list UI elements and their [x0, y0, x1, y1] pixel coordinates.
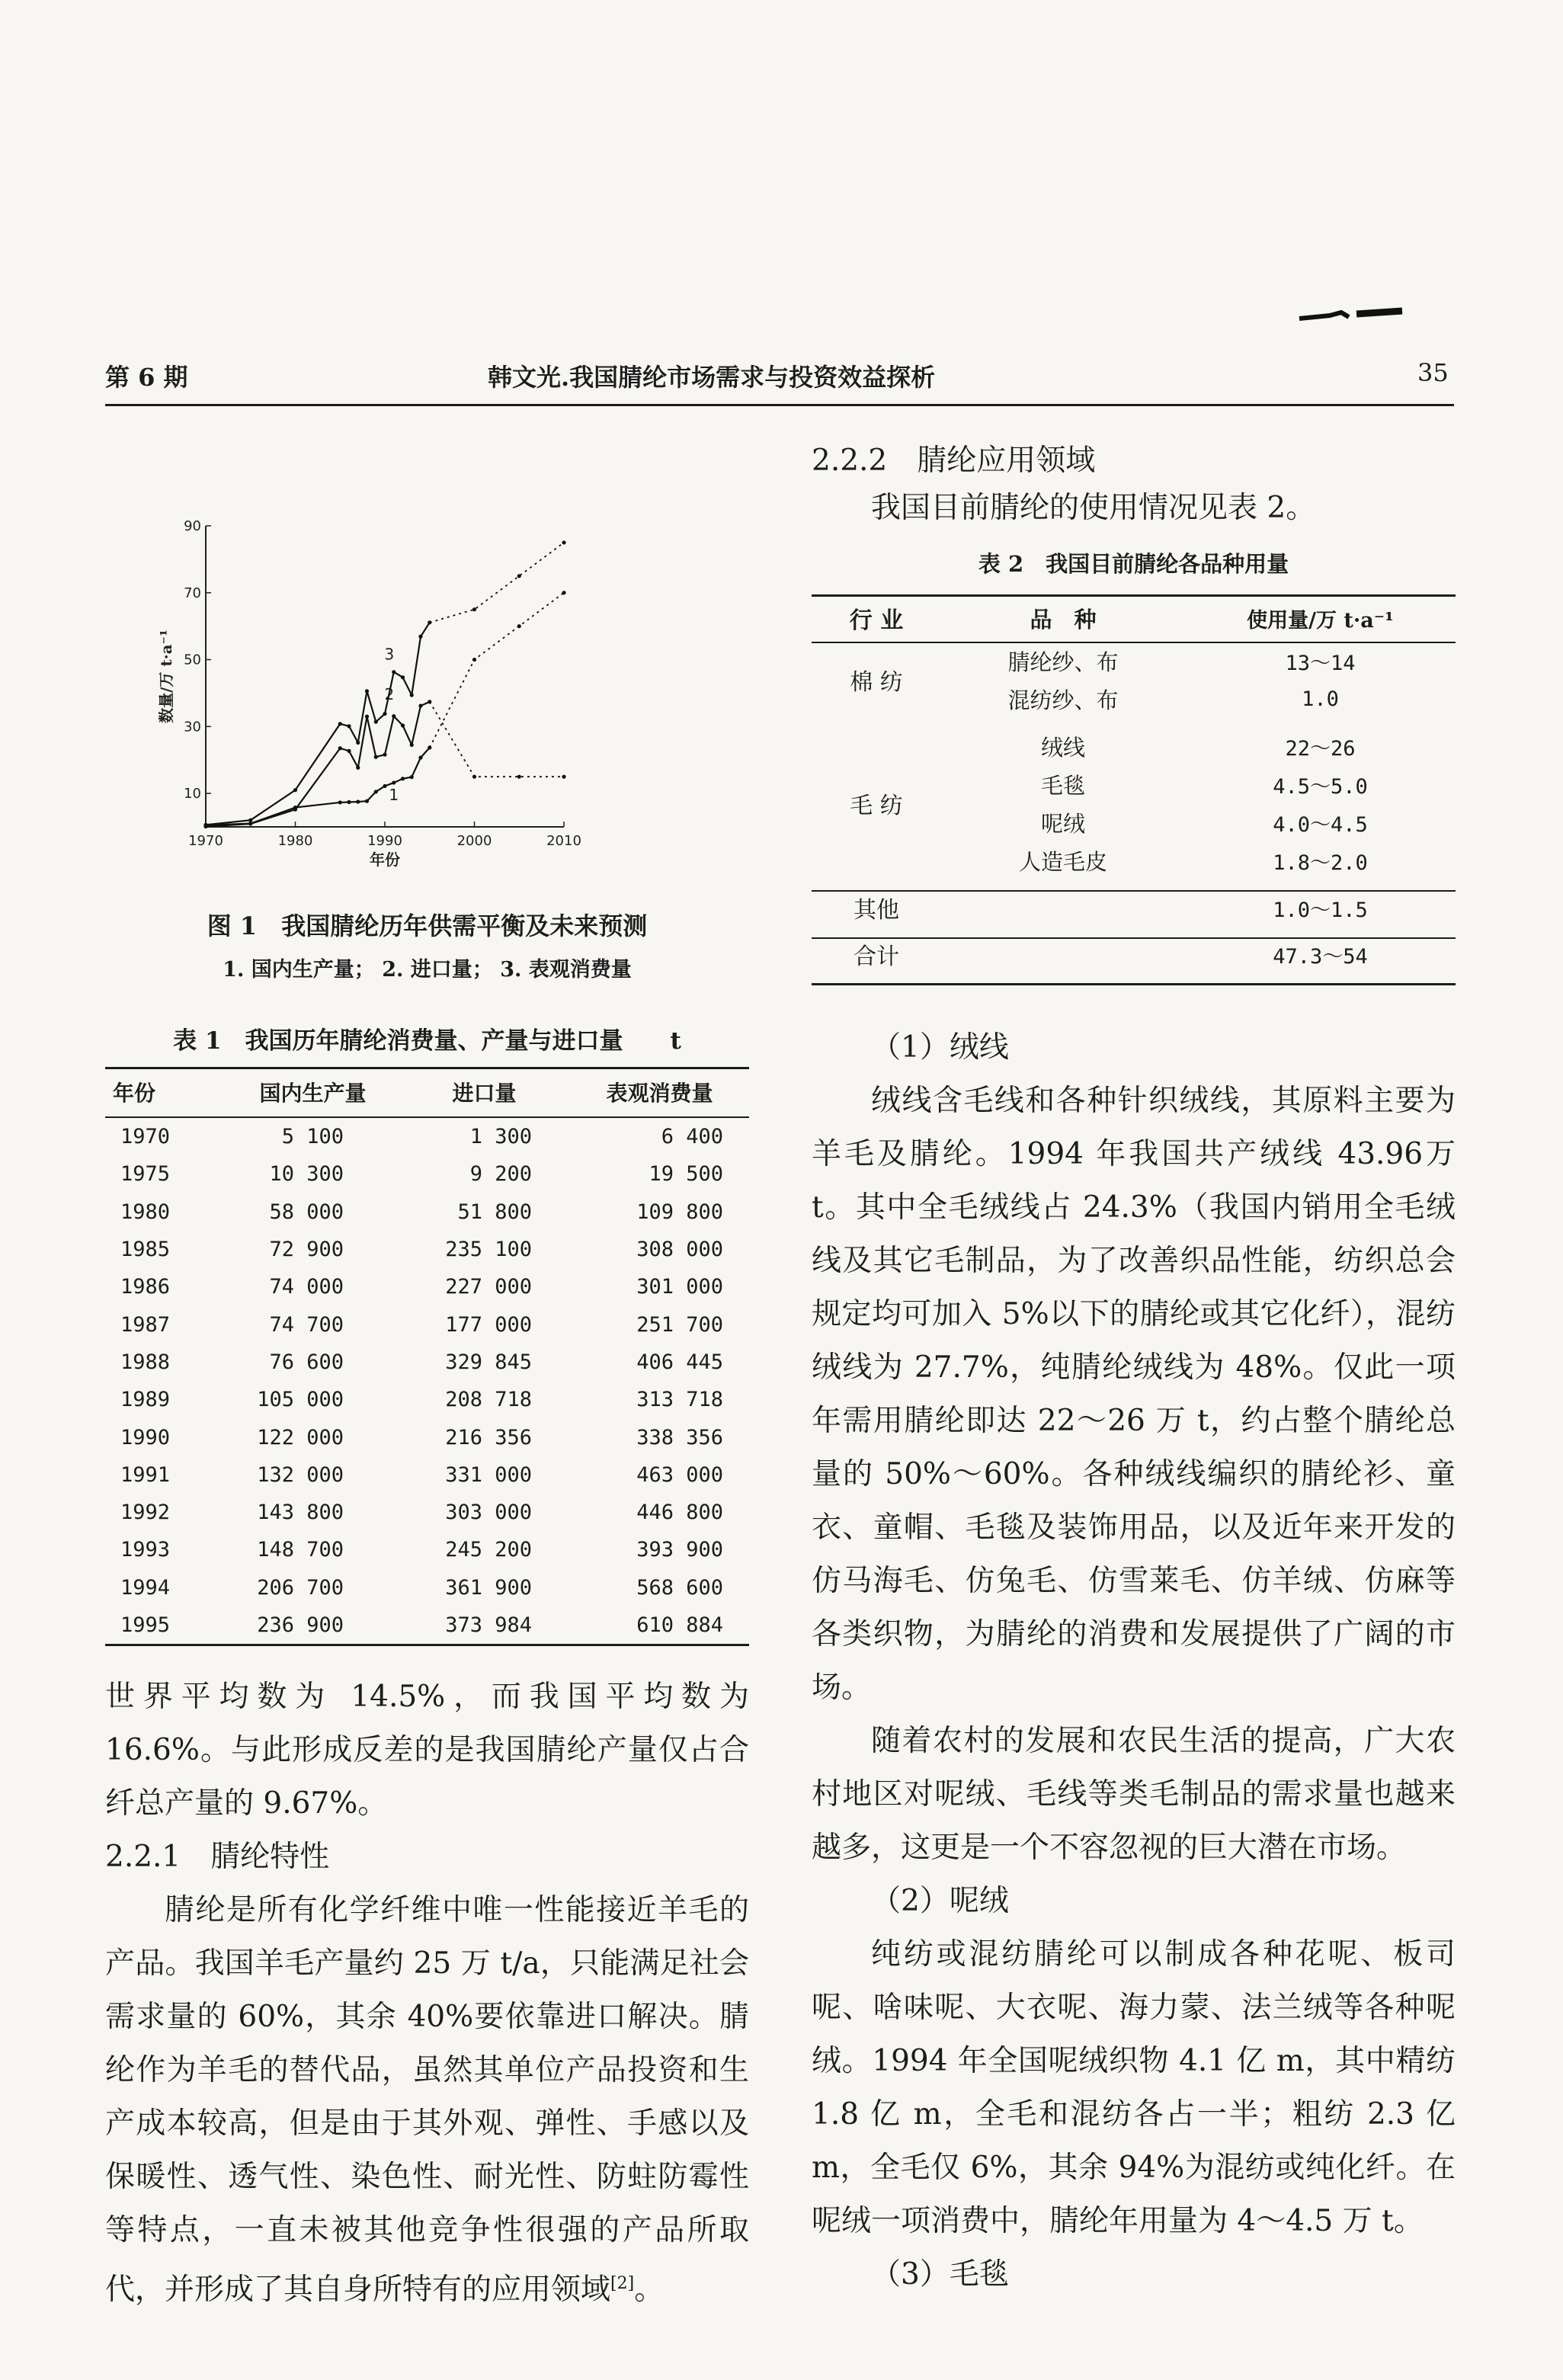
series-2-point	[401, 723, 405, 727]
cell-amount: 4.0～4.5	[1273, 812, 1368, 837]
x-axis-label: 年份	[370, 850, 400, 869]
cell-import: 208 718	[445, 1388, 532, 1412]
table-row	[812, 727, 1456, 765]
cell-consumption: 308 000	[636, 1238, 723, 1262]
cell-industry: 其他	[854, 897, 899, 924]
table-row	[105, 1418, 749, 1456]
cell-production: 206 700	[257, 1575, 344, 1600]
cell-import: 373 984	[445, 1613, 532, 1637]
cell-amount: 1.0	[1302, 687, 1339, 711]
cell-total-label: 合计	[854, 943, 899, 970]
cell-year: 1994	[120, 1575, 171, 1600]
cell-production: 5 100	[281, 1125, 344, 1149]
cell-import: 361 900	[445, 1575, 532, 1600]
series-1-point	[356, 799, 360, 803]
cell-year: 1995	[120, 1613, 171, 1637]
series-3-point	[365, 689, 369, 693]
series-3-point	[383, 712, 386, 716]
right-column-text	[812, 1021, 1456, 2302]
series-3-point	[392, 670, 396, 674]
right-column-top	[812, 434, 1456, 535]
cell-production: 74 000	[269, 1275, 344, 1299]
table-row	[105, 1606, 749, 1645]
table2-col-industry: 行 业	[849, 607, 904, 634]
cell-variety: 腈纶纱、布	[1007, 649, 1119, 675]
series-1-point	[410, 775, 414, 779]
table-row	[105, 1456, 749, 1494]
cell-amount: 1.0～1.5	[1273, 898, 1368, 922]
cell-import: 9 200	[469, 1162, 532, 1187]
cell-total-empty	[941, 931, 1185, 977]
cell-import: 227 000	[445, 1275, 532, 1299]
series-1-point	[365, 799, 369, 803]
cell-production: 76 600	[269, 1350, 344, 1374]
cell-consumption: 406 445	[636, 1350, 723, 1374]
cell-consumption: 463 000	[636, 1462, 723, 1487]
table2	[812, 594, 1456, 977]
series-1-label: 1	[389, 785, 399, 804]
table1-col-import: 进口量	[452, 1081, 517, 1106]
cell-consumption: 610 884	[636, 1613, 723, 1637]
series-3-label: 3	[384, 645, 395, 664]
subheading-yarn: （1）绒线	[871, 1030, 1009, 1065]
cell-consumption: 393 900	[636, 1538, 723, 1562]
table1-caption: 表 1 我国历年腈纶消费量、产量与进口量 t	[173, 1027, 681, 1055]
x-tick-label: 1980	[277, 833, 313, 849]
cell-production: 58 000	[269, 1200, 344, 1224]
cell-import: 329 845	[445, 1350, 532, 1374]
series-2-point	[392, 714, 396, 718]
cell-consumption: 251 700	[636, 1312, 723, 1337]
issue-number: 第 6 期	[105, 363, 188, 392]
table-row	[105, 1494, 749, 1531]
series-2-point	[248, 822, 252, 825]
x-tick-label: 1990	[367, 833, 402, 849]
cell-amount: 13～14	[1285, 651, 1356, 675]
table-row	[105, 1193, 749, 1231]
y-tick-label: 10	[184, 786, 201, 802]
cell-production: 72 900	[269, 1238, 344, 1262]
table1-header-row	[105, 1068, 749, 1118]
cell-production: 10 300	[269, 1162, 344, 1187]
cell-variety: 人造毛皮	[1018, 848, 1107, 875]
cell-production: 143 800	[257, 1501, 344, 1525]
series-1-point	[338, 800, 342, 804]
cell-year: 1986	[120, 1275, 171, 1299]
figure1-line-chart	[152, 511, 732, 876]
cell-import: 245 200	[445, 1538, 532, 1562]
table2-col-variety: 品 种	[1030, 606, 1097, 633]
cell-year: 1992	[120, 1501, 171, 1525]
series-1-point	[347, 800, 351, 804]
series-1-forecast-line	[430, 593, 564, 748]
y-tick-label: 50	[184, 652, 201, 668]
cell-year: 1988	[120, 1350, 171, 1374]
cell-year: 1970	[120, 1125, 171, 1149]
cell-variety: 绒线	[1040, 734, 1085, 761]
cell-consumption: 568 600	[636, 1575, 723, 1600]
series-2-line	[206, 702, 430, 827]
series-3-point	[248, 818, 252, 822]
cell-consumption: 313 718	[636, 1388, 723, 1412]
series-2-point	[472, 775, 476, 779]
cell-consumption: 109 800	[636, 1200, 723, 1224]
cell-year: 1990	[120, 1425, 171, 1449]
cell-import: 177 000	[445, 1312, 532, 1337]
series-3-forecast-line	[430, 543, 564, 623]
series-1-point	[401, 777, 405, 780]
series-3-point	[562, 540, 565, 544]
series-2-point	[562, 775, 565, 779]
cell-production: 236 900	[257, 1613, 344, 1637]
series-1-point	[472, 658, 476, 661]
table-row	[105, 1569, 749, 1606]
running-title: 韩文光.我国腈纶市场需求与投资效益探析	[488, 363, 936, 392]
figure1-caption: 图 1 我国腈纶历年供需平衡及未来预测	[207, 911, 648, 940]
cell-industry: 棉 纺	[850, 669, 903, 696]
table2-bottom-rule	[812, 983, 1456, 985]
table1-col-consumption: 表观消费量	[606, 1081, 713, 1106]
cell-consumption: 6 400	[661, 1125, 723, 1149]
table1	[105, 1067, 749, 1646]
paragraph-end-punct: 。	[634, 2273, 665, 2307]
series-2-point	[410, 743, 414, 747]
cell-production: 148 700	[257, 1538, 344, 1562]
series-3-point	[203, 823, 207, 827]
cell-year: 1980	[120, 1200, 171, 1224]
series-2-label: 2	[384, 685, 395, 704]
cell-import: 51 800	[457, 1200, 532, 1224]
series-3-point	[410, 693, 414, 697]
cell-import: 216 356	[445, 1425, 532, 1449]
paragraph-acrylic-properties	[105, 1884, 749, 2317]
series-2-point	[383, 753, 386, 757]
left-column-text	[105, 1670, 749, 2317]
cell-year: 1991	[120, 1462, 171, 1487]
cell-year: 1993	[120, 1538, 171, 1562]
paragraph-table2-intro: 我国目前腈纶的使用情况见表 2。	[871, 491, 1316, 525]
series-1-point	[392, 780, 396, 784]
paragraph-acrylic-properties-text: 腈纶是所有化学纤维中唯一性能接近羊毛的产品。我国羊毛产量约 25 万 t/a，只能满足社会需求量的 60%，其余 40%要依靠进口解决。腈纶作为羊毛的替代品，虽然其单位产品投资和生产成本较高，但是由于其外观、弹性、手感以及保暖性、透气性、染色性、耐光性、防蛀防霉性等特点，一直未被其他竞争性很强的产品所取代，并形成了其自身所特有的应用领域	[105, 1893, 749, 2307]
cell-consumption: 446 800	[636, 1501, 723, 1525]
series-2-point	[418, 704, 422, 708]
table-row	[105, 1305, 749, 1343]
citation-ref-2: [2]	[610, 2274, 635, 2293]
table-row	[105, 1381, 749, 1418]
paragraph-yarn: 绒线含毛线和各种针织绒线，其原料主要为羊毛及腈纶。1994 年我国共产绒线 43.96万 t。其中全毛绒线占 24.3%（我国内销用全毛绒线及其它毛制品，为了改善织品性能，纺织总会规定均可加入 5%以下的腈纶或其它化纤），混纺绒线为 27.7%，纯腈纶绒线为 48%。仅此一项年需用腈纶即达 22～26 万 t，约占整个腈纶总量的 50%～60%。各种绒线编织的腈纶衫、童衣、童帽、毛毯及装饰用品，以及近年来开发的仿马海毛、仿兔毛、仿雪莱毛、仿羊绒、仿麻等各类织物，为腈纶的消费和发展提供了广阔的市场。	[812, 1084, 1456, 1705]
series-3-point	[356, 741, 360, 745]
section-heading-2-2-1: 2.2.1 腈纶特性	[105, 1840, 330, 1874]
series-1-point	[562, 591, 565, 594]
y-tick-label: 70	[184, 585, 201, 601]
cell-total-amount: 47.3～54	[1273, 944, 1368, 969]
series-2-point	[517, 775, 521, 779]
cell-import: 331 000	[445, 1462, 532, 1487]
series-2-point	[428, 700, 431, 703]
series-3-point	[338, 722, 342, 726]
table2-header-row	[812, 594, 1456, 642]
cell-amount: 4.5～5.0	[1273, 774, 1368, 799]
table1-col-year: 年份	[113, 1081, 156, 1106]
cell-import: 1 300	[469, 1125, 532, 1149]
cell-industry: 毛 纺	[850, 793, 903, 819]
series-1-point	[428, 745, 431, 749]
series-1-point	[517, 624, 521, 628]
table-row	[105, 1231, 749, 1268]
series-2-point	[293, 808, 297, 812]
cell-production: 105 000	[257, 1388, 344, 1412]
cell-variety: 呢绒	[1040, 810, 1085, 837]
y-tick-label: 30	[184, 719, 201, 735]
series-3-point	[347, 724, 351, 728]
cell-amount: 22～26	[1285, 736, 1356, 761]
table-row	[812, 884, 1456, 931]
cell-import: 303 000	[445, 1501, 532, 1525]
series-2-point	[347, 749, 351, 753]
series-3-point	[374, 720, 378, 724]
series-1-point	[383, 784, 386, 788]
section-heading-2-2-2: 2.2.2 腈纶应用领域	[812, 444, 1096, 478]
table-row	[105, 1531, 749, 1568]
cell-production: 74 700	[269, 1312, 344, 1337]
table2-col-amount: 使用量/万 t·a⁻¹	[1247, 608, 1394, 633]
series-3-point	[293, 788, 297, 792]
cell-consumption: 338 356	[636, 1425, 723, 1449]
paragraph-rural-market: 随着农村的发展和农民生活的提高，广大农村地区对呢绒、毛线等类毛制品的需求量也越来越多，这更是一个不容忽视的巨大潜在市场。	[812, 1724, 1456, 1865]
subheading-woolen-cloth: （2）呢绒	[871, 1884, 1009, 1918]
header-rule	[105, 404, 1454, 406]
series-3-point	[517, 574, 521, 578]
cell-year: 1975	[120, 1162, 171, 1187]
table-row	[105, 1117, 749, 1155]
cell-production: 122 000	[257, 1425, 344, 1449]
cell-import: 235 100	[445, 1238, 532, 1262]
x-tick-label: 2000	[456, 833, 492, 849]
figure1-legend: 1. 国内生产量； 2. 进口量； 3. 表观消费量	[223, 958, 632, 982]
series-3-point	[472, 607, 476, 611]
cell-consumption: 19 500	[649, 1162, 723, 1187]
y-axis-label: 数量/万 t·a⁻¹	[157, 629, 175, 723]
subheading-blanket: （3）毛毯	[871, 2257, 1009, 2292]
cell-year: 1989	[120, 1388, 171, 1412]
table-row	[105, 1268, 749, 1305]
cell-year: 1985	[120, 1238, 171, 1262]
series-3-point	[401, 675, 405, 679]
series-2-point	[338, 746, 342, 750]
table2-spacer	[812, 718, 1456, 727]
series-2-point	[374, 755, 378, 759]
series-3-point	[428, 620, 431, 624]
series-1-point	[418, 756, 422, 760]
cell-variety: 混纺纱、布	[1007, 687, 1119, 713]
x-tick-label: 2010	[546, 833, 581, 849]
table1-col-production: 国内生产量	[259, 1081, 367, 1106]
cell-variety: 毛毯	[1040, 772, 1085, 799]
table2-total-row	[812, 931, 1456, 977]
y-tick-label: 90	[184, 518, 201, 534]
series-2-forecast-line	[430, 702, 564, 777]
series-3-point	[418, 635, 422, 639]
cell-consumption: 301 000	[636, 1275, 723, 1299]
cell-variety	[941, 884, 1185, 931]
table2-caption: 表 2 我国目前腈纶各品种用量	[978, 551, 1289, 577]
cell-year: 1987	[120, 1312, 171, 1337]
series-1-point	[374, 790, 378, 793]
paragraph-woolen-cloth: 纯纺或混纺腈纶可以制成各种花呢、板司呢、啥味呢、大衣呢、海力蒙、法兰绒等各种呢绒。1994 年全国呢绒织物 4.1 亿 m，其中精纺 1.8 亿 m，全毛和混纺各占一半；粗纺 2.3 亿 m，全毛仅 6%，其余 94%为混纺或纯化纤。在呢绒一项消费中，腈纶年用量为 4～4.5 万 t。	[812, 1937, 1456, 2238]
paragraph-world-average: 世界平均数为 14.5%，而我国平均数为 16.6%。与此形成反差的是我国腈纶产量仅占合纤总产量的 9.67%。	[105, 1680, 749, 1821]
margin-mark-decoration	[1296, 305, 1410, 326]
table-row	[812, 642, 1456, 680]
table-row	[105, 1344, 749, 1381]
table-row	[105, 1155, 749, 1193]
page-number: 35	[1417, 358, 1449, 387]
cell-amount: 1.8～2.0	[1273, 850, 1368, 875]
cell-production: 132 000	[257, 1462, 344, 1487]
series-2-point	[356, 766, 360, 770]
series-2-point	[365, 715, 369, 719]
x-tick-label: 1970	[188, 833, 223, 849]
